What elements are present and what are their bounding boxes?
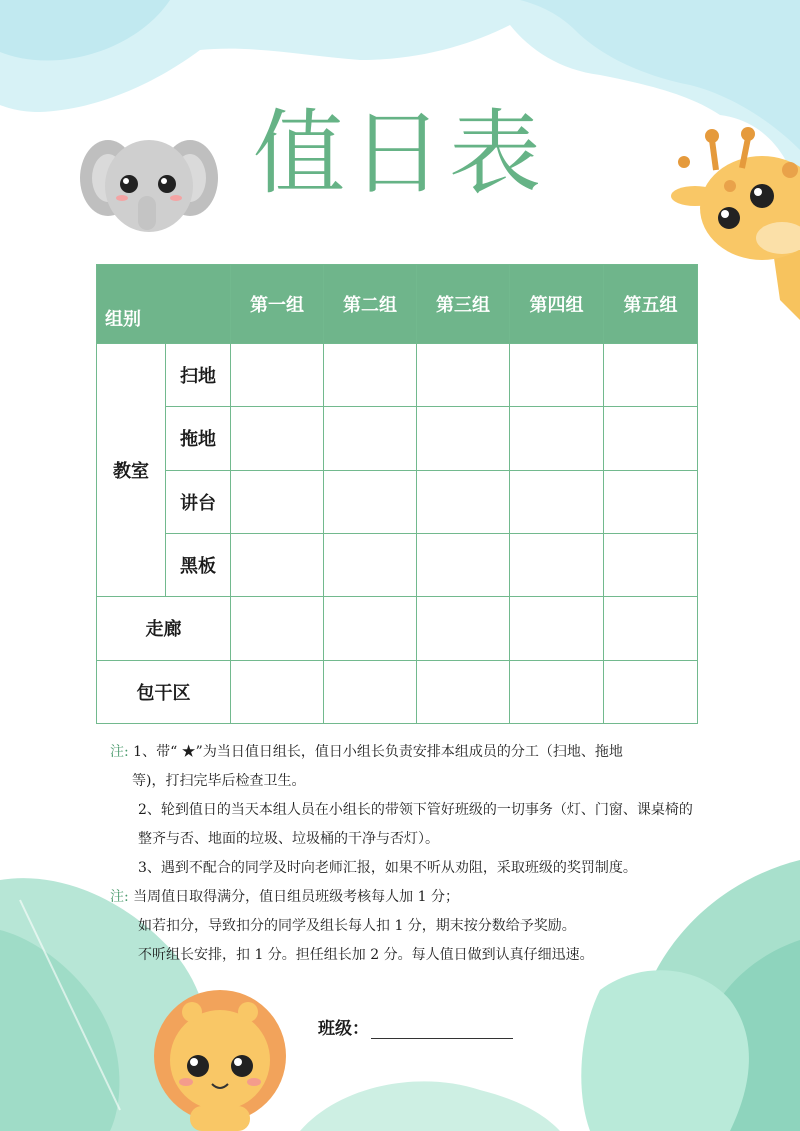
duty-cell[interactable] [417, 597, 510, 660]
duty-cell[interactable] [324, 407, 417, 470]
group-column-3: 第三组 [417, 265, 510, 344]
note-line: 整齐与否、地面的垃圾、垃圾桶的干净与否灯）。 [138, 831, 439, 847]
duty-cell[interactable] [510, 533, 604, 596]
note-line [110, 883, 730, 912]
duty-cell[interactable] [324, 470, 417, 533]
duty-cell[interactable] [231, 407, 324, 470]
group-column-4: 第四组 [510, 265, 604, 344]
class-label: 班级： [318, 1019, 369, 1039]
duty-cell[interactable] [604, 407, 698, 470]
table-header-row [97, 265, 698, 344]
note-tag: 注: [110, 889, 129, 905]
note-line [110, 738, 730, 767]
task-label: 拖地 [166, 407, 231, 470]
table-row [97, 407, 698, 470]
duty-cell[interactable] [604, 344, 698, 407]
duty-cell[interactable] [604, 660, 698, 723]
duty-cell[interactable] [510, 407, 604, 470]
score-rule-1: 当周值日取得满分，值日组员班级考核每人加 1 分； [133, 889, 459, 905]
score-rule-2: 如若扣分，导致扣分的同学及组长每人扣 1 分，期末按分数给予奖励。 [138, 918, 576, 934]
rule-1: 1、带“ ★”为当日值日组长，值日小组长负责安排本组成员的分工（扫地、拖地 [133, 744, 623, 760]
duty-cell[interactable] [604, 470, 698, 533]
duty-cell[interactable] [417, 660, 510, 723]
group-header: 组别 [97, 265, 231, 344]
duty-cell[interactable] [510, 660, 604, 723]
task-label: 扫地 [166, 344, 231, 407]
rule-3: 3、遇到不配合的同学及时向老师汇报，如果不听从劝阻，采取班级的奖罚制度。 [138, 860, 637, 876]
duty-cell[interactable] [231, 660, 324, 723]
duty-cell[interactable] [417, 407, 510, 470]
class-input-line[interactable] [371, 1020, 513, 1039]
duty-cell[interactable] [231, 344, 324, 407]
duty-cell[interactable] [510, 597, 604, 660]
duty-cell[interactable] [324, 660, 417, 723]
duty-cell[interactable] [604, 597, 698, 660]
table-row [97, 344, 698, 407]
class-field [318, 1014, 513, 1039]
note-tag: 注: [110, 744, 129, 760]
duty-cell[interactable] [604, 533, 698, 596]
group-column-5: 第五组 [604, 265, 698, 344]
duty-cell[interactable] [231, 533, 324, 596]
table-row [97, 597, 698, 660]
table-row [97, 533, 698, 596]
notes-section [110, 738, 730, 970]
duty-cell[interactable] [417, 533, 510, 596]
area-label: 走廊 [97, 597, 231, 660]
duty-cell[interactable] [324, 597, 417, 660]
duty-cell[interactable] [417, 470, 510, 533]
group-column-1: 第一组 [231, 265, 324, 344]
duty-cell[interactable] [510, 344, 604, 407]
group-column-2: 第二组 [324, 265, 417, 344]
duty-cell[interactable] [417, 344, 510, 407]
area-label: 包干区 [97, 660, 231, 723]
duty-table [96, 264, 698, 724]
duty-cell[interactable] [510, 470, 604, 533]
classroom-label: 教室 [97, 344, 166, 597]
duty-cell[interactable] [324, 533, 417, 596]
table-row [97, 470, 698, 533]
note-line: 等)，打扫完毕后检查卫生。 [132, 773, 306, 789]
page-title: 值日表 [252, 100, 547, 207]
rule-2: 2、轮到值日的当天本组人员在小组长的带领下管好班级的一切事务（灯、门窗、课桌椅的 [138, 802, 693, 818]
duty-cell[interactable] [324, 344, 417, 407]
score-rule-3: 不听组长安排，扣 1 分。担任组长加 2 分。每人值日做到认真仔细迅速。 [138, 947, 594, 963]
task-label: 黑板 [166, 533, 231, 596]
duty-cell[interactable] [231, 470, 324, 533]
table-row [97, 660, 698, 723]
task-label: 讲台 [166, 470, 231, 533]
duty-cell[interactable] [231, 597, 324, 660]
